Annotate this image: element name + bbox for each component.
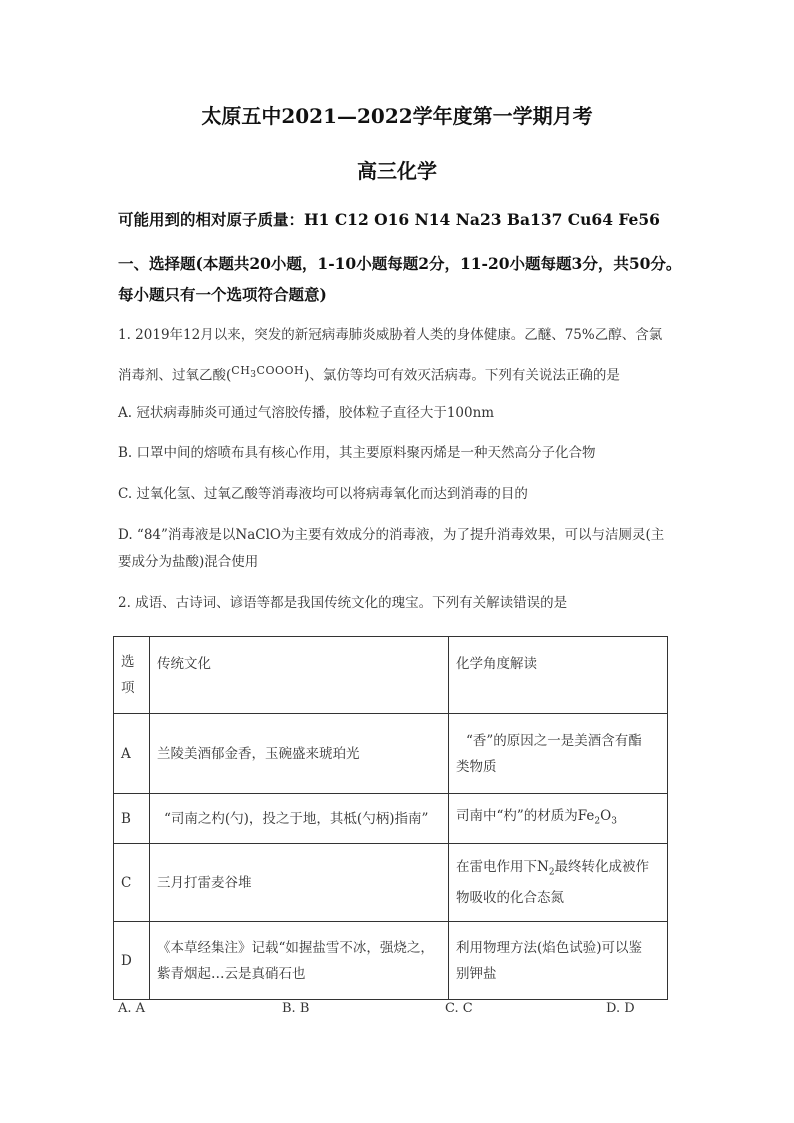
- q1-option-a: A. 冠状病毒肺炎可通过气溶胶传播，胶体粒子直径大于100nm: [118, 405, 495, 421]
- row-b-chem: 司南中“杓”的材质为$Fe_2O_3$: [449, 794, 668, 844]
- row-d-culture: 《本草经集注》记载“如握盐雪不冰，强烧之， 紫青烟起…云是真硝石也: [150, 922, 449, 1000]
- q1-stem-post: )、氯仿等均可有效灭活病毒。下列有关说法正确的是: [304, 367, 620, 384]
- table-header-row: [114, 637, 668, 714]
- atomic-masses: 可能用到的相对原子质量：H1 C12 O16 N14 Na23 Ba137 Cu64 Fe56: [118, 210, 660, 229]
- header-chem-cell: 化学角度解读: [449, 637, 668, 714]
- q2-stem: 2. 成语、古诗词、谚语等都是我国传统文化的瑰宝。下列有关解读错误的是: [118, 595, 568, 611]
- answer-choice-d[interactable]: D. D: [606, 1001, 635, 1016]
- q1-option-b: B. 口罩中间的熔喷布具有核心作用，其主要原料聚丙烯是一种天然高分子化合物: [118, 445, 596, 461]
- row-b-culture: “司南之杓(勺)，投之于地，其柢(勺柄)指南”: [150, 794, 449, 844]
- q1-option-c: C. 过氧化氢、过氧乙酸等消毒液均可以将病毒氧化而达到消毒的目的: [118, 486, 528, 502]
- row-d-chem: 利用物理方法(焰色试验)可以鉴 别钾盐: [449, 922, 668, 1000]
- q1-option-d-line2: 要成分为盐酸)混合使用: [118, 554, 259, 570]
- peracetic-acid-formula: CH3COOOH: [231, 364, 305, 381]
- q1-stem-pre: 消毒剂、过氧乙酸(: [118, 367, 232, 384]
- row-b-option: B: [114, 794, 150, 844]
- exam-title: 太原五中2021—2022学年度第一学期月考: [201, 104, 593, 128]
- answer-choice-b[interactable]: B. B: [282, 1001, 310, 1016]
- header-option-cell: 选 项: [114, 637, 150, 714]
- section-heading-line1: 一、选择题(本题共20小题，1-10小题每题2分，11-20小题每题3分，共50分。: [118, 254, 682, 273]
- row-c-option: C: [114, 844, 150, 922]
- answer-choice-c[interactable]: C. C: [445, 1001, 473, 1016]
- q1-option-d-line1: D. “84”消毒液是以NaClO为主要有效成分的消毒液，为了提升消毒效果，可以与洁厕灵(主: [118, 527, 665, 543]
- row-a-chem: “香”的原因之一是美酒含有酯 类物质: [449, 714, 668, 794]
- answer-choice-a[interactable]: A. A: [118, 1001, 146, 1016]
- table-row: [114, 794, 668, 844]
- row-d-option: D: [114, 922, 150, 1000]
- q1-stem-line1: 1. 2019年12月以来，突发的新冠病毒肺炎威胁着人类的身体健康。乙醚、75%乙醇、含氯: [118, 327, 663, 343]
- exam-subject: 高三化学: [357, 159, 437, 183]
- header-culture-cell: 传统文化: [150, 637, 449, 714]
- q1-stem-line2: [118, 358, 620, 389]
- row-c-chem: 在雷电作用下$N_2$最终转化成被作 物吸收的化合态氮: [449, 844, 668, 922]
- q2-table: [113, 636, 668, 1000]
- table-row: [114, 714, 668, 794]
- row-c-culture: 三月打雷麦谷堆: [150, 844, 449, 922]
- section-heading-line2: 每小题只有一个选项符合题意): [118, 285, 327, 304]
- table-row: [114, 844, 668, 922]
- table-row: [114, 922, 668, 1000]
- row-a-culture: 兰陵美酒郁金香，玉碗盛来琥珀光: [150, 714, 449, 794]
- row-a-option: A: [114, 714, 150, 794]
